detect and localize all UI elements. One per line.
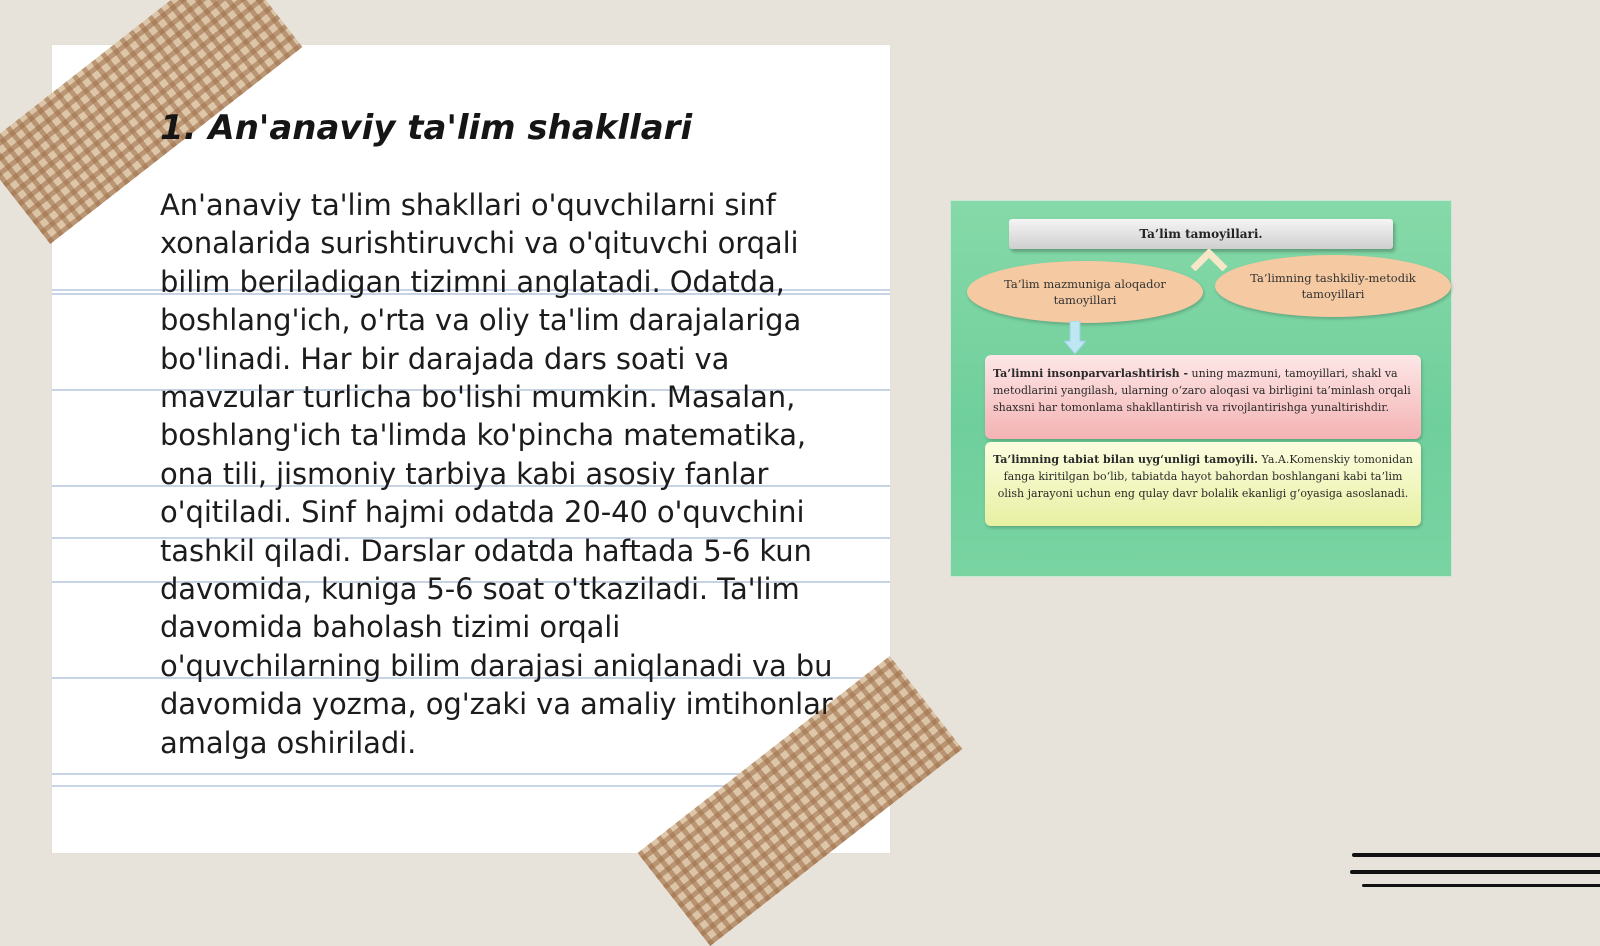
decorative-stroke-3 bbox=[1362, 884, 1600, 887]
box-nature-title: Ta’limning tabiat bilan uyg‘unligi tamoyili. bbox=[993, 453, 1258, 466]
decorative-stroke-2 bbox=[1350, 870, 1600, 874]
slide-body-text: An'anaviy ta'lim shakllari o'quvchilarni sinf xonalarida surishtiruvchi va o'qituvchi orqali bilim beriladigan tizimni anglatadi. Odatda, boshlang'ich, o'rta va oliy ta'lim darajalariga bo'linadi. Har bir darajada dars soati va mavzular turlicha bo'lishi mumkin. Masalan, boshlang'ich ta'limda ko'pincha matematika, ona tili, jismoniy tarbiya kabi asosiy fanlar o'qitiladi. Sinf hajmi odatda 20-40 o'quvchini tashkil qiladi. Darslar odatda haftada 5-6 kun davomida, kuniga 5-6 soat o'tkaziladi. Ta'lim davomida baholash tizimi orqali o'quvchilarning bilim darajasi aniqlanadi va bu davomida yozma, og'zaki va amaliy imtihonlar amalga oshiriladi. bbox=[160, 188, 833, 760]
diagram-box-humanization bbox=[985, 355, 1421, 439]
diagram-oval-right: Ta’limning tashkiliy-metodik tamoyillari bbox=[1215, 255, 1451, 317]
box-nature-text: Ya.A.Komenskiy tomonidan fanga kiritilgan bo‘lib, tabiatda hayot bahordan boshlangani kabi ta’lim olish jarayoni uchun eng qulay davr bolalik ekanligi g‘oyasiga asoslanadi. bbox=[997, 453, 1413, 500]
principles-diagram-image bbox=[950, 200, 1452, 577]
diagram-oval-left: Ta’lim mazmuniga aloqador tamoyillari bbox=[967, 261, 1203, 323]
connector-arrows bbox=[1189, 249, 1229, 271]
slide-title: 1. An'anaviy ta'lim shakllari bbox=[160, 108, 693, 148]
down-arrow-icon bbox=[1063, 321, 1087, 355]
box-humanization-text: uning mazmuni, tamoyillari, shakl va metodlarini yangilash, ularning o‘zaro aloqasi va birligini ta’minlash orqali shaxsni har tomonlama shakllantirish va rivojlantirishga yunaltirishdir. bbox=[993, 367, 1411, 414]
decorative-stroke-1 bbox=[1352, 853, 1600, 857]
diagram-header: Ta’lim tamoyillari. bbox=[1009, 219, 1393, 249]
box-humanization-title: Ta’limni insonparvarlashtirish - bbox=[993, 367, 1189, 380]
diagram-box-nature bbox=[985, 442, 1421, 526]
